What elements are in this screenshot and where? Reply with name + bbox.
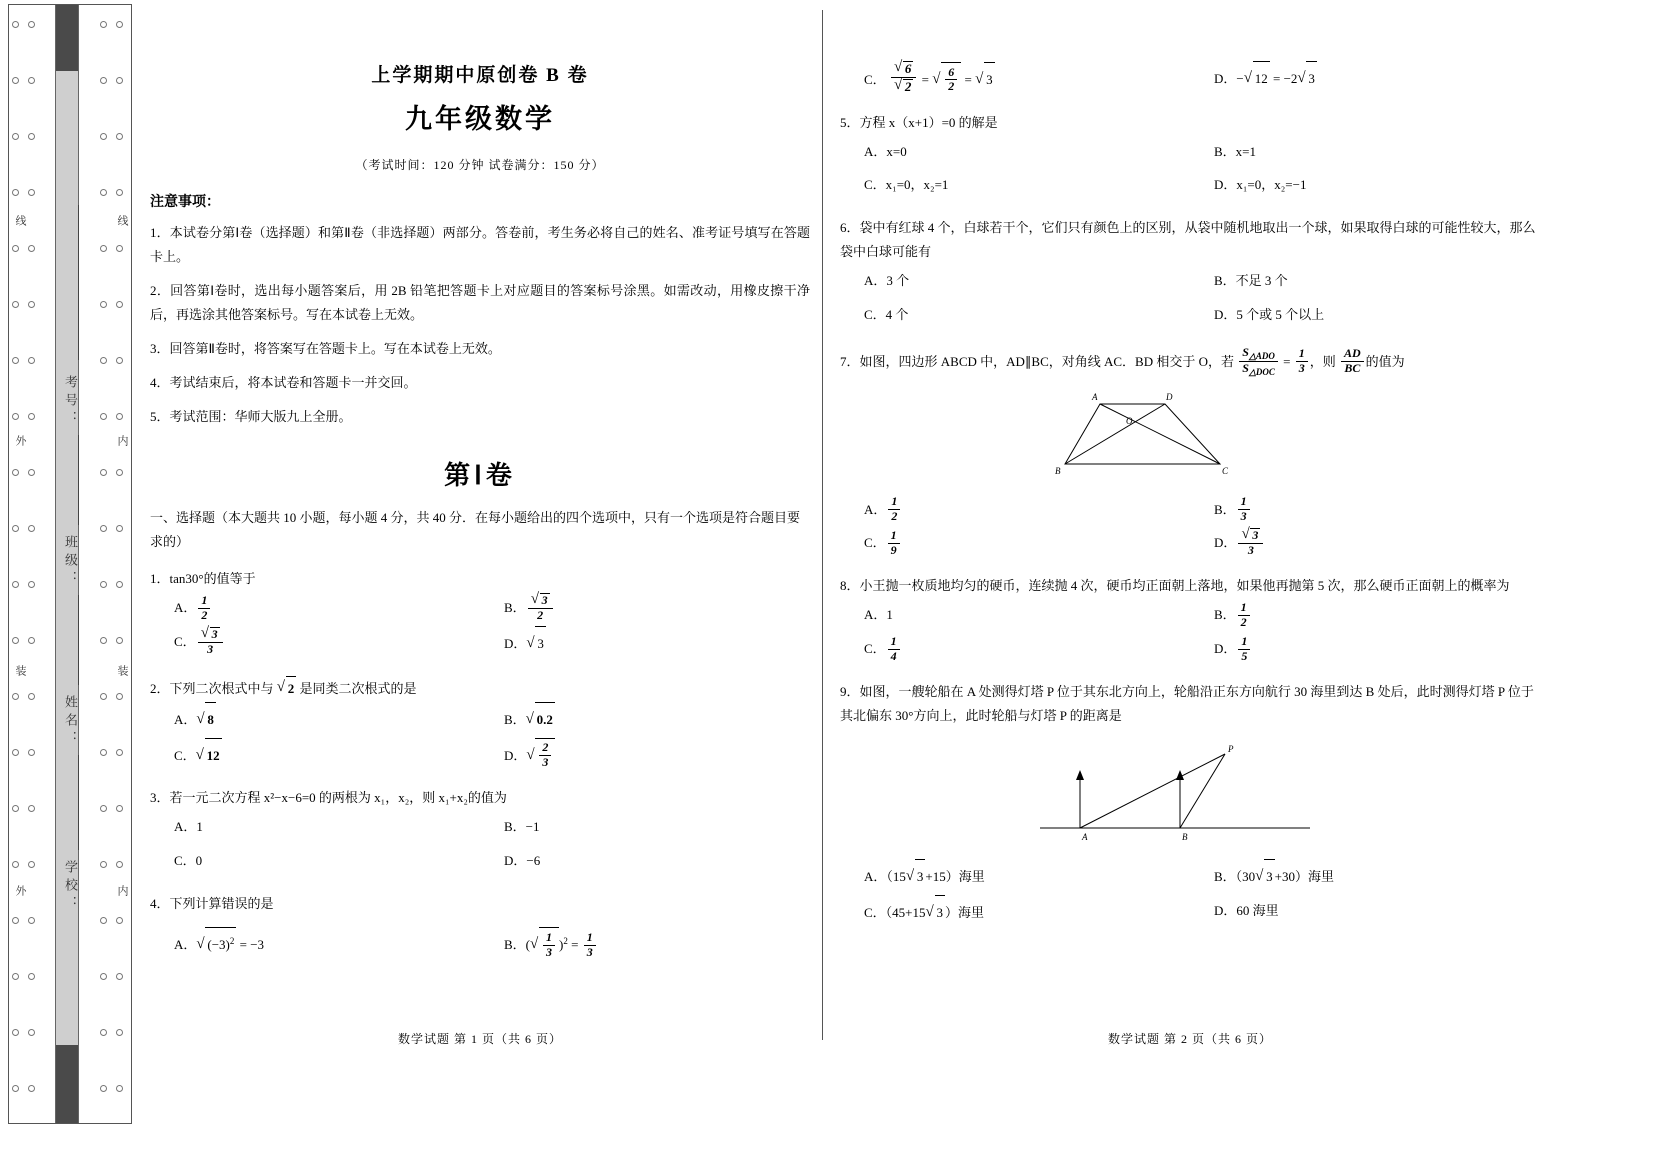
question-5-option-c: C．x₁=0，x₂=1 <box>864 177 949 193</box>
notice-heading: 注意事项： <box>150 195 220 210</box>
punch-hole <box>100 917 107 924</box>
punch-hole <box>116 525 123 532</box>
punch-hole <box>28 1029 35 1036</box>
punch-holes-outer-left <box>9 5 25 1123</box>
seal-inner-label-bottom: 内 <box>116 885 128 899</box>
punch-hole <box>116 581 123 588</box>
punch-holes-outer-right <box>113 5 129 1123</box>
question-4-options-continued <box>840 60 1540 97</box>
svg-text:A: A <box>1092 391 1098 402</box>
punch-hole <box>100 861 107 868</box>
question-1-option-d: D． √ 3 <box>480 625 810 661</box>
band-block-top <box>56 5 78 33</box>
question-6-option-b: B．不足 3 个 <box>1214 273 1288 289</box>
punch-hole <box>28 469 35 476</box>
page-divider <box>822 10 823 1040</box>
field-kaohao: 考号： <box>63 375 78 429</box>
footer-right: 数学试题 第 2 页（共 6 页） <box>1107 1032 1272 1046</box>
punch-holes-left <box>25 5 39 1123</box>
question-3-stem: 3．若一元二次方程 x²−x−6=0 的两根为 x₁，x₂，则 x₁+x₂的值为 <box>150 790 507 806</box>
punch-hole <box>116 77 123 84</box>
question-2 <box>150 675 810 773</box>
question-5-option-a: A．x=0 <box>864 143 907 159</box>
punch-hole <box>116 693 123 700</box>
notice-item: 3．回答第Ⅱ卷时，将答案写在答题卡上。写在本试卷上无效。 <box>150 341 501 357</box>
notice-item: 1．本试卷分第Ⅰ卷（选择题）和第Ⅱ卷（非选择题）两部分。答卷前，考生务必将自己的姓名、准考证号填写在答题卡上。 <box>150 225 810 265</box>
seal-fold-label-left: 装 <box>14 665 26 679</box>
punch-hole <box>116 357 123 364</box>
question-3-option-a: A．1 <box>174 819 203 835</box>
section-one-instructions: 一、选择题（本大题共 10 小题，每小题 4 分，共 40 分．在每小题给出的四个选项中，只有一个选项是符合题目要求的） <box>150 510 801 549</box>
question-8-option-a: A．1 <box>864 607 893 623</box>
question-9-figure <box>840 736 1540 854</box>
punch-hole <box>116 301 123 308</box>
punch-hole <box>116 469 123 476</box>
question-7-figure <box>840 386 1540 489</box>
question-7-stem: 7．如图，四边形 ABCD 中，AD∥BC，对角线 AC．BD 相交于 O，若 $\frac{S_{\triangle ADO}}{S_{\triangle DOC}}$ = $\frac{1}{3}$ ，则 $\frac{AD}{BC}$ 的值为 <box>840 344 1405 378</box>
question-8 <box>840 574 1540 666</box>
band-block-second <box>56 33 78 71</box>
notice-item: 2．回答第Ⅰ卷时，选出每小题答案后，用 2B 铅笔把答题卡上对应题目的答案标号涂黑。如需改动，用橡皮擦干净后，再选涂其他答案标号。写在本试卷上无效。 <box>150 283 810 323</box>
punch-hole <box>12 581 19 588</box>
question-4-option-a: A． √ $(-3)^2 = -3$ <box>150 926 480 962</box>
exam-info: （考试时间：120 分钟 试卷满分：150 分） <box>355 158 605 172</box>
page-column-left <box>150 60 810 962</box>
punch-hole <box>12 301 19 308</box>
question-7-option-b: B． $\frac{1}{3}$ <box>1190 493 1540 527</box>
question-2-option-b: B． √ 0.2 <box>480 701 810 737</box>
band-block-bottom <box>56 1045 78 1123</box>
punch-hole <box>100 189 107 196</box>
punch-hole <box>28 973 35 980</box>
question-1-option-a: A． $\frac{1}{2}$ <box>150 591 480 625</box>
punch-hole <box>116 245 123 252</box>
punch-hole <box>12 1085 19 1092</box>
question-7-option-a: A． $\frac{1}{2}$ <box>840 493 1190 527</box>
question-5-option-b: B．x=1 <box>1214 143 1257 159</box>
punch-hole <box>100 21 107 28</box>
punch-hole <box>12 805 19 812</box>
exam-title: 上学期期中原创卷 B 卷 <box>371 65 589 86</box>
punch-hole <box>100 1029 107 1036</box>
punch-hole <box>116 413 123 420</box>
question-1-option-b: B． √ $\frac{3}{2}$ <box>480 591 810 625</box>
punch-hole <box>28 917 35 924</box>
svg-text:A: A <box>1082 831 1088 842</box>
punch-hole <box>100 805 107 812</box>
punch-hole <box>12 77 19 84</box>
seal-fold-label-right: 装 <box>116 665 128 679</box>
footer-left: 数学试题 第 1 页（共 6 页） <box>397 1032 562 1046</box>
punch-holes-right <box>97 5 111 1123</box>
punch-hole <box>28 581 35 588</box>
punch-hole <box>100 357 107 364</box>
svg-text:P: P <box>1228 743 1234 754</box>
punch-hole <box>116 749 123 756</box>
punch-hole <box>28 413 35 420</box>
punch-hole <box>12 133 19 140</box>
question-9-option-b: B．（30 √ 3 +30）海里 <box>1190 858 1540 894</box>
field-xuexiao: 学校： <box>63 860 78 914</box>
punch-hole <box>116 1085 123 1092</box>
question-6-option-d: D．5 个或 5 个以上 <box>1214 307 1325 323</box>
punch-hole <box>28 21 35 28</box>
seal-strip <box>8 4 132 1124</box>
question-1 <box>150 567 810 661</box>
punch-hole <box>116 917 123 924</box>
question-9-option-c: C．（45+15 √ 3 ）海里 <box>840 894 1190 930</box>
svg-text:D: D <box>1166 391 1173 402</box>
question-2-stem: 2．下列二次根式中与 √ 2 是同类二次根式的是 <box>150 675 810 701</box>
punch-hole <box>100 133 107 140</box>
seal-line-label-left: 线 <box>14 215 26 229</box>
punch-hole <box>116 189 123 196</box>
svg-text:C: C <box>1222 465 1229 476</box>
svg-text:B: B <box>1182 831 1188 842</box>
question-6-stem: 6．袋中有红球 4 个，白球若干个，它们只有颜色上的区别，从袋中随机地取出一个球，如果取得白球的可能性较大，那么袋中白球可能有 <box>840 220 1536 260</box>
ship-lighthouse-diagram <box>1020 736 1360 846</box>
punch-hole <box>116 805 123 812</box>
punch-hole <box>116 861 123 868</box>
punch-hole <box>28 245 35 252</box>
question-6 <box>840 216 1540 332</box>
field-line-banji <box>78 435 79 525</box>
question-7 <box>840 346 1540 560</box>
punch-hole <box>100 693 107 700</box>
punch-hole <box>100 469 107 476</box>
punch-hole <box>100 749 107 756</box>
page-column-right <box>840 60 1540 930</box>
punch-hole <box>12 637 19 644</box>
part-one-heading: 第Ⅰ卷 <box>444 461 516 491</box>
punch-hole <box>100 581 107 588</box>
punch-hole <box>28 1085 35 1092</box>
punch-hole <box>12 357 19 364</box>
punch-hole <box>100 301 107 308</box>
punch-hole <box>100 973 107 980</box>
question-8-stem: 8．小王抛一枚质地均匀的硬币，连续抛 4 次，硬币均正面朝上落地，如果他再抛第 5 次，那么硬币正面朝上的概率为 <box>840 578 1510 594</box>
question-8-option-c: C． $\frac{1}{4}$ <box>840 632 1190 666</box>
punch-hole <box>100 245 107 252</box>
question-6-option-a: A．3 个 <box>864 273 910 289</box>
punch-hole <box>12 469 19 476</box>
exam-subject: 九年级数学 <box>405 104 555 134</box>
punch-hole <box>100 77 107 84</box>
question-6-option-c: C．4 个 <box>864 307 909 323</box>
punch-hole <box>12 245 19 252</box>
notice-item: 4．考试结束后，将本试卷和答题卡一并交回。 <box>150 375 417 391</box>
seal-outer-label-left: 外 <box>14 435 26 449</box>
seal-line-label-right: 线 <box>116 215 128 229</box>
question-3-option-c: C．0 <box>174 853 203 869</box>
question-9 <box>840 680 1540 930</box>
question-3 <box>150 786 810 878</box>
punch-hole <box>12 917 19 924</box>
punch-hole <box>28 525 35 532</box>
punch-hole <box>28 77 35 84</box>
punch-hole <box>12 21 19 28</box>
punch-hole <box>28 189 35 196</box>
punch-hole <box>28 861 35 868</box>
question-4 <box>150 892 810 962</box>
question-4-option-d: D．− √ 12 = −2 √ 3 <box>1190 60 1540 97</box>
punch-hole <box>116 1029 123 1036</box>
question-8-option-b: B． $\frac{1}{2}$ <box>1190 598 1540 632</box>
question-8-option-d: D． $\frac{1}{5}$ <box>1190 632 1540 666</box>
punch-hole <box>12 861 19 868</box>
notice-list <box>150 221 810 429</box>
punch-hole <box>28 357 35 364</box>
punch-hole <box>28 133 35 140</box>
svg-text:O: O <box>1126 415 1133 426</box>
question-9-option-a: A．（15 √ 3 +15）海里 <box>840 858 1190 894</box>
question-9-stem: 9．如图，一艘轮船在 A 处测得灯塔 P 位于其东北方向上，轮船沿正东方向航行 30 海里到达 B 处后，此时测得灯塔 P 位于其北偏东 30°方向上，此时轮船与灯塔 P 的距离是 <box>840 683 1534 723</box>
question-2-option-a: A． √ 8 <box>150 701 480 737</box>
seal-outer-label-bottom: 外 <box>14 885 26 899</box>
punch-hole <box>28 637 35 644</box>
punch-hole <box>28 749 35 756</box>
question-4-stem: 4．下列计算错误的是 <box>150 896 274 912</box>
question-7-option-d: D． √ $\frac{3}{3}$ <box>1190 526 1540 560</box>
question-1-stem: 1．tan30°的值等于 <box>150 571 256 587</box>
field-banji: 班级： <box>63 535 78 589</box>
question-4-option-c: C． √ 6 √ 2 = √ $\frac{6}{2}$ = √ 3 <box>840 60 1190 97</box>
punch-hole <box>12 693 19 700</box>
field-line-kaohao <box>78 205 79 360</box>
punch-hole <box>100 413 107 420</box>
punch-hole <box>100 1085 107 1092</box>
question-5 <box>840 111 1540 203</box>
notice-item: 5．考试范围：华师大版九上全册。 <box>150 409 352 425</box>
question-5-stem: 5．方程 x（x+1）=0 的解是 <box>840 114 998 130</box>
question-3-option-d: D．−6 <box>504 853 541 869</box>
punch-hole <box>116 21 123 28</box>
field-line-xuexiao <box>78 755 79 850</box>
punch-hole <box>12 1029 19 1036</box>
field-line-xingming <box>78 595 79 685</box>
question-3-option-b: B．−1 <box>504 819 540 835</box>
punch-hole <box>28 693 35 700</box>
punch-hole <box>12 525 19 532</box>
punch-hole <box>116 133 123 140</box>
field-xingming: 姓名： <box>63 695 78 749</box>
question-1-option-c: C． √ $\frac{3}{3}$ <box>150 625 480 661</box>
quadrilateral-abcd-diagram <box>1030 386 1350 481</box>
punch-hole <box>28 805 35 812</box>
punch-hole <box>116 637 123 644</box>
punch-hole <box>12 413 19 420</box>
question-4-option-b: B．( √ $\frac{1}{3}$ )$^2$ = $\frac{1}{3}$ <box>480 926 810 962</box>
question-7-option-c: C． $\frac{1}{9}$ <box>840 526 1190 560</box>
question-2-option-c: C． √ 12 <box>150 737 480 773</box>
punch-hole <box>12 189 19 196</box>
svg-text:B: B <box>1055 465 1061 476</box>
punch-hole <box>100 637 107 644</box>
question-5-option-d: D．x₁=0，x₂=−1 <box>1214 177 1307 193</box>
question-9-option-d: D．60 海里 <box>1214 902 1279 918</box>
punch-hole <box>100 525 107 532</box>
punch-hole <box>28 301 35 308</box>
question-2-option-d: D． √ $\frac{2}{3}$ <box>480 737 810 773</box>
punch-hole <box>12 973 19 980</box>
punch-hole <box>116 973 123 980</box>
seal-inner-label-right: 内 <box>116 435 128 449</box>
punch-hole <box>12 749 19 756</box>
